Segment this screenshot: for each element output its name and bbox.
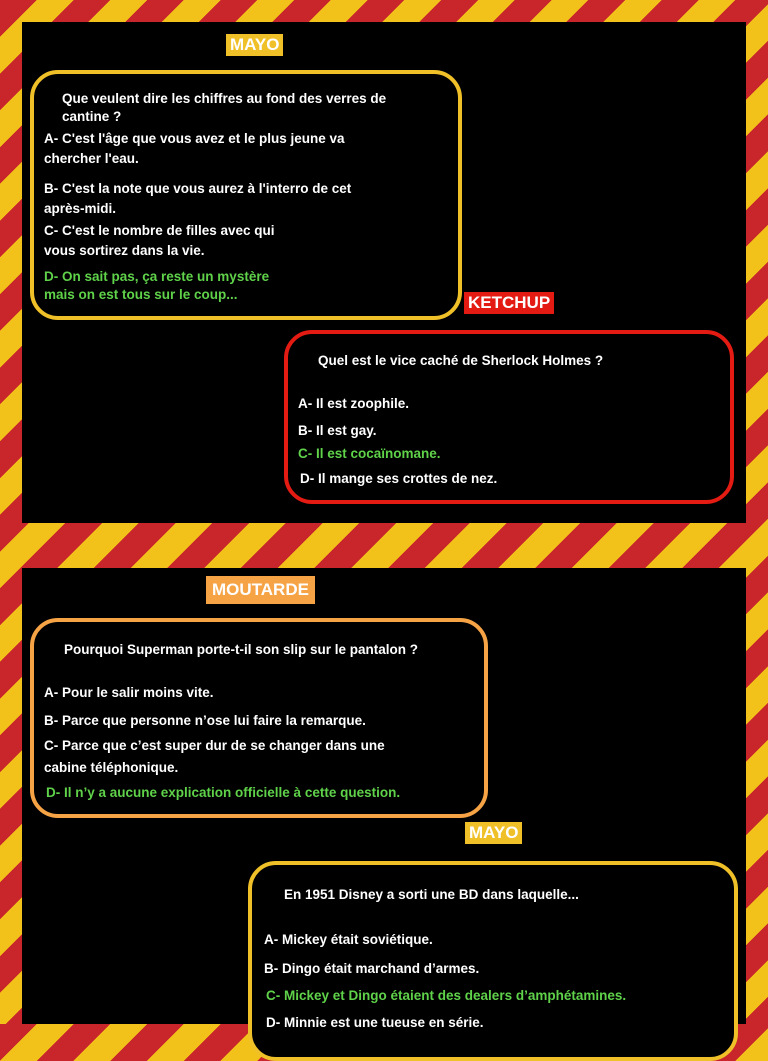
answer-d-correct: D- Il n’y a aucune explication officielle à cette question.: [46, 785, 401, 800]
answer-a: A- Pour le salir moins vite.: [44, 685, 214, 700]
question-text-line2: cantine ?: [62, 109, 122, 124]
ketchup-tag: KETCHUP: [464, 292, 554, 314]
answer-a-line2: chercher l'eau.: [44, 151, 139, 166]
answer-d-correct-line1: D- On sait pas, ça reste un mystère: [44, 269, 270, 284]
answer-b: B- Dingo était marchand d’armes.: [264, 961, 480, 976]
quiz-panel-bottom: [22, 568, 746, 1030]
answer-b: B- Il est gay.: [298, 423, 377, 438]
answer-c-line1: C- C'est le nombre de filles avec qui: [44, 223, 275, 238]
question-text: En 1951 Disney a sorti une BD dans laquelle...: [284, 887, 579, 902]
quiz-panel-top: [22, 22, 746, 523]
question-text: Quel est le vice caché de Sherlock Holmes ?: [318, 353, 604, 368]
answer-a: A- Il est zoophile.: [298, 396, 410, 411]
answer-a: A- Mickey était soviétique.: [264, 932, 433, 947]
answer-c-line1: C- Parce que c’est super dur de se changer dans une: [44, 738, 385, 753]
answer-d: D- Minnie est une tueuse en série.: [266, 1015, 484, 1030]
answer-c-correct: C- Mickey et Dingo étaient des dealers d’amphétamines.: [266, 988, 627, 1003]
answer-c-line2: cabine téléphonique.: [44, 760, 179, 775]
answer-b-line1: B- C'est la note que vous aurez à l'interro de cet: [44, 181, 352, 196]
question-text: Pourquoi Superman porte-t-il son slip sur le pantalon ?: [64, 642, 419, 657]
answer-c-correct: C- Il est cocaïnomane.: [298, 446, 441, 461]
answer-d-correct-line2: mais on est tous sur le coup...: [44, 287, 238, 302]
answer-b: B- Parce que personne n’ose lui faire la remarque.: [44, 713, 366, 728]
answer-c-line2: vous sortirez dans la vie.: [44, 243, 205, 258]
answer-b-line2: après-midi.: [44, 201, 117, 216]
mayo-tag: MAYO: [465, 822, 522, 844]
mayo-tag: MAYO: [226, 34, 283, 56]
answer-a-line1: A- C'est l'âge que vous avez et le plus jeune va: [44, 131, 345, 146]
answer-d: D- Il mange ses crottes de nez.: [300, 471, 498, 486]
moutarde-tag: MOUTARDE: [206, 576, 315, 604]
question-text-line1: Que veulent dire les chiffres au fond des verres de: [62, 91, 387, 106]
